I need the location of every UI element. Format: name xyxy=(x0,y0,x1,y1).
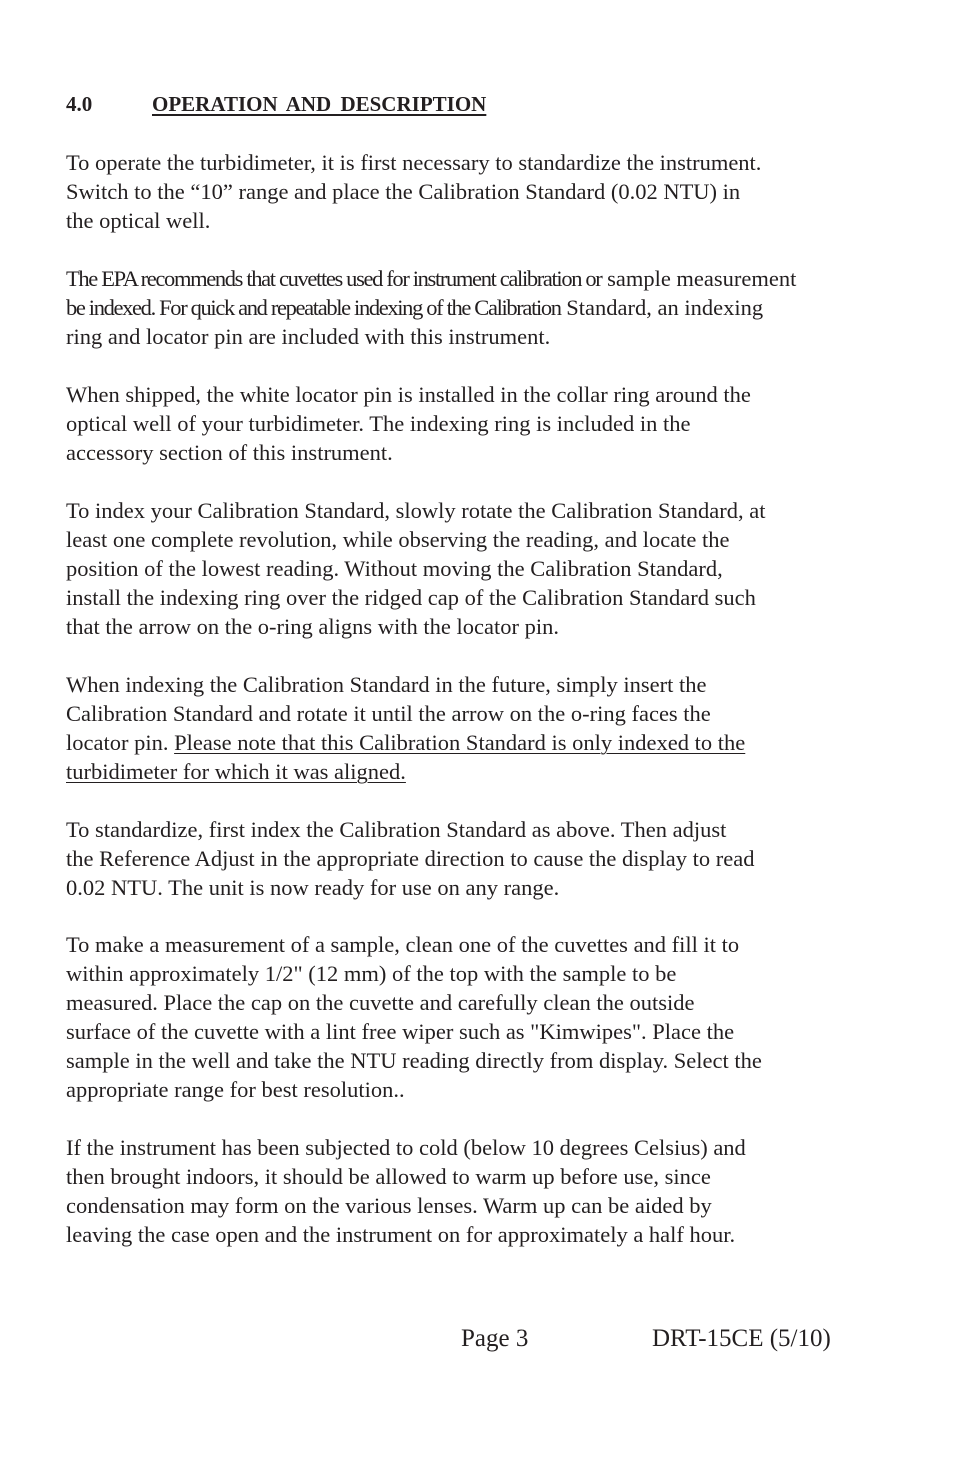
text-line: the Reference Adjust in the appropriate direction to cause the display to read xyxy=(66,846,755,871)
underlined-note: turbidimeter for which it was aligned. xyxy=(66,759,406,784)
text-line xyxy=(66,757,894,786)
text-line: When shipped, the white locator pin is installed in the collar ring around the xyxy=(66,382,751,407)
text-line: appropriate range for best resolution.. xyxy=(66,1077,405,1102)
text-line: sample in the well and take the NTU reading directly from display. Select the xyxy=(66,1048,762,1073)
text-line: To standardize, first index the Calibration Standard as above. Then adjust xyxy=(66,817,727,842)
text-run-condensed: The EPA recommends that cuvettes used for instrument calibration or xyxy=(66,266,602,291)
text-run: sample measurement xyxy=(601,266,797,291)
text-line: leaving the case open and the instrument on for approximately a half hour. xyxy=(66,1222,736,1247)
document-id: DRT-15CE (5/10) xyxy=(652,1325,831,1352)
text-line: When indexing the Calibration Standard in the future, simply insert the xyxy=(66,672,707,697)
text-line: To make a measurement of a sample, clean one of the cuvettes and fill it to xyxy=(66,932,740,957)
text-run-condensed: be indexed. For quick and repeatable indexing of the Calibration xyxy=(66,295,561,320)
text-line: position of the lowest reading. Without moving the Calibration Standard, xyxy=(66,556,723,581)
text-line: within approximately 1/2" (12 mm) of the top with the sample to be xyxy=(66,961,677,986)
text-line: ring and locator pin are included with this instrument. xyxy=(66,324,551,349)
text-line: If the instrument has been subjected to cold (below 10 degrees Celsius) and xyxy=(66,1135,746,1160)
text-line: measured. Place the cap on the cuvette and carefully clean the outside xyxy=(66,990,695,1015)
text-line: To index your Calibration Standard, slowly rotate the Calibration Standard, at xyxy=(66,498,766,523)
text-line: accessory section of this instrument. xyxy=(66,440,393,465)
text-line: least one complete revolution, while observing the reading, and locate the xyxy=(66,527,730,552)
text-line: optical well of your turbidimeter. The indexing ring is included in the xyxy=(66,411,691,436)
text-run: locator pin. xyxy=(66,730,175,755)
text-run: Standard, an indexing xyxy=(560,295,764,320)
text-line: that the arrow on the o-ring aligns with the locator pin. xyxy=(66,614,560,639)
text-line: install the indexing ring over the ridged cap of the Calibration Standard such xyxy=(66,585,756,610)
text-line xyxy=(66,293,894,322)
underlined-note: Please note that this Calibration Standard is only indexed to the xyxy=(174,730,746,755)
page-number: Page 3 xyxy=(461,1325,529,1352)
text-line: then brought indoors, it should be allowed to warm up before use, since xyxy=(66,1164,711,1189)
text-line: Calibration Standard and rotate it until the arrow on the o-ring faces the xyxy=(66,701,711,726)
text-line xyxy=(66,264,894,293)
text-line: condensation may form on the various lenses. Warm up can be aided by xyxy=(66,1193,712,1218)
text-line: surface of the cuvette with a lint free wiper such as "Kimwipes". Place the xyxy=(66,1019,735,1044)
text-line: the optical well. xyxy=(66,208,211,233)
section-title: OPERATION AND DESCRIPTION xyxy=(152,92,487,116)
text-line: To operate the turbidimeter, it is first necessary to standardize the instrument. xyxy=(66,150,762,175)
text-line xyxy=(66,728,894,757)
text-line: 0.02 NTU. The unit is now ready for use on any range. xyxy=(66,875,560,900)
section-number: 4.0 xyxy=(66,92,93,116)
text-line: Switch to the “10” range and place the Calibration Standard (0.02 NTU) in xyxy=(66,179,741,204)
